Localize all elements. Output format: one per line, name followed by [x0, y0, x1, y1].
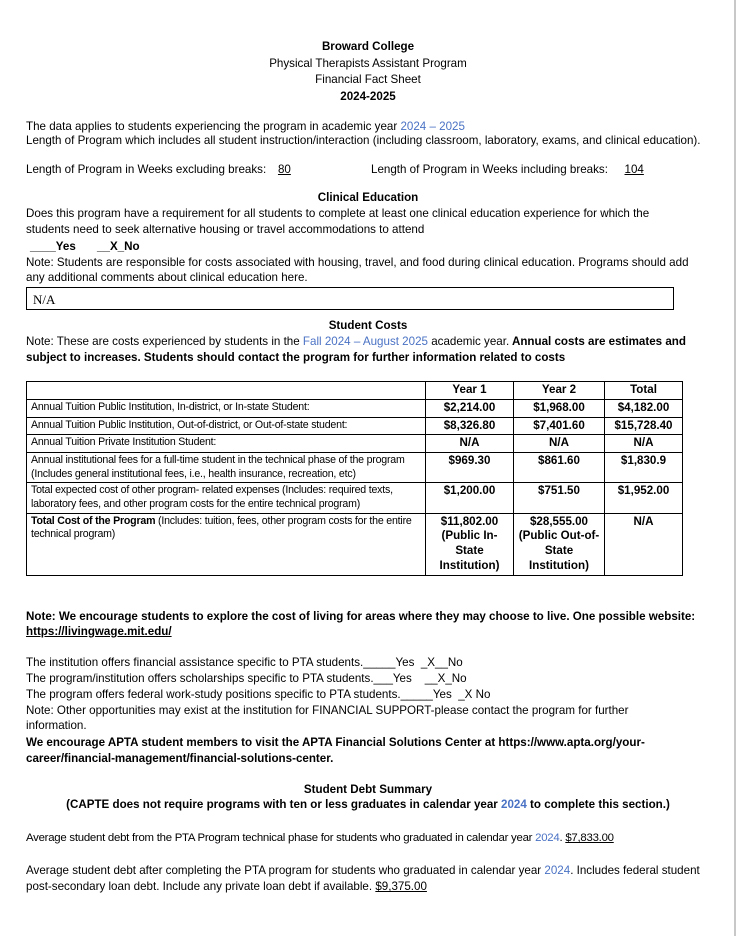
- avg-debt-technical: [26, 831, 614, 846]
- total-cost-year2: $28,555.00 (Public Out-of-State Institution): [514, 513, 605, 575]
- weeks-excluding-label: Length of Program in Weeks excluding breaks:: [26, 163, 267, 176]
- row-year1: $1,200.00: [426, 483, 514, 513]
- avg-debt-after-label: Average student debt after completing the PTA program for students who graduated in calendar year: [26, 864, 545, 877]
- work-study-label: The program offers federal work-study positions specific to PTA students.: [26, 688, 401, 701]
- academic-year: 2024 – 2025: [400, 120, 465, 133]
- scholarships-label: The program/institution offers scholarships specific to PTA students.: [26, 672, 374, 685]
- financial-assistance-no: _X__No: [420, 656, 463, 669]
- financial-assistance-line: [26, 655, 463, 670]
- row-label: Annual Tuition Public Institution, Out-of-district, or Out-of-state student:: [27, 417, 426, 435]
- table-row: [27, 417, 683, 435]
- living-wage-note: Note: We encourage students to explore the cost of living for areas where they may choose to live. One possible website:: [26, 610, 696, 623]
- row-total: $15,728.40: [605, 417, 683, 435]
- avg-debt-technical-label: Average student debt from the PTA Program technical phase for students who graduated in calendar year: [26, 832, 536, 844]
- capte-suffix: to complete this section.): [526, 798, 670, 811]
- row-total: $4,182.00: [605, 399, 683, 417]
- costs-table: [26, 381, 683, 576]
- avg-debt-technical-dot: .: [559, 832, 563, 844]
- clinical-question: Does this program have a requirement for all students to complete at least one clinical education experience for which the students need to seek alternative housing or travel accommodations to attend: [26, 207, 650, 236]
- avg-debt-after-suffix: . Includes federal student post-secondary loan debt. Include any private loan debt if available.: [26, 864, 700, 893]
- data-applies-text: The data applies to students experiencing the program in academic year: [26, 120, 401, 133]
- capte-prefix: (CAPTE does not require programs with ten or less graduates in calendar year: [66, 798, 502, 811]
- costs-note-prefix: Note: These are costs experienced by students in the: [26, 335, 303, 348]
- row-year2: $7,401.60: [514, 417, 605, 435]
- total-cost-row: [27, 513, 683, 575]
- table-row: [27, 453, 683, 483]
- costs-note-term: Fall 2024 – August 2025: [302, 335, 428, 348]
- apta-note: We encourage APTA student members to visit the APTA Financial Solutions Center at https://www.apta.org/your-career/financial-management/financial-solutions-center.: [26, 736, 645, 765]
- weeks-excluding-value: 80: [277, 163, 291, 176]
- row-year2: $751.50: [514, 483, 605, 513]
- college-name: Broward College: [321, 40, 415, 53]
- clinical-note: Note: Students are responsible for costs associated with housing, travel, and food during clinical education. Programs should add any additional comments about clinical education here.: [26, 256, 689, 285]
- total-cost-label-rest: (Includes: tuition, fees, other program costs for the entire technical program): [31, 514, 412, 541]
- clinical-heading: Clinical Education: [317, 191, 419, 204]
- row-total: N/A: [605, 435, 683, 453]
- row-total: $1,952.00: [605, 483, 683, 513]
- work-study-yes: _____Yes: [400, 688, 452, 701]
- weeks-including-label: Length of Program in Weeks including breaks:: [371, 163, 608, 176]
- costs-note-mid: academic year.: [427, 335, 510, 348]
- work-study-line: [26, 687, 490, 702]
- total-cost-year1: $11,802.00 (Public In-State Institution): [426, 513, 514, 575]
- row-label: Annual Tuition Public Institution, In-district, or In-state Student:: [27, 399, 426, 417]
- costs-note-bold: Annual costs are estimates and subject to increases. Students should contact the program for further information related to costs: [26, 335, 686, 364]
- debt-heading: Student Debt Summary: [303, 783, 433, 796]
- weeks-including: [371, 162, 657, 177]
- row-year2: N/A: [514, 435, 605, 453]
- costs-header-year1: Year 1: [426, 382, 514, 400]
- avg-debt-technical-year: 2024: [535, 832, 560, 844]
- clinical-no-mark: X: [109, 240, 118, 253]
- row-label: Annual Tuition Private Institution Student:: [27, 435, 426, 453]
- table-row: [27, 399, 683, 417]
- financial-assistance-yes: _____Yes: [363, 656, 415, 669]
- clinical-yes-label: Yes: [55, 240, 76, 253]
- total-cost-total: N/A: [605, 513, 683, 575]
- scholarships-no: __X_No: [424, 672, 467, 685]
- sheet-title: Financial Fact Sheet: [315, 73, 421, 86]
- scholarships-yes: ___Yes: [373, 672, 412, 685]
- table-row: [27, 435, 683, 453]
- total-cost-label-bold: Total Cost of the Program: [31, 514, 156, 527]
- row-year1: N/A: [426, 435, 514, 453]
- row-total: $1,830.9: [605, 453, 683, 483]
- avg-debt-after: [26, 863, 716, 895]
- program-name: Physical Therapists Assistant Program: [269, 57, 467, 70]
- clinical-answer: ____Yes __X_No: [30, 240, 140, 253]
- row-label: Total expected cost of other program- related expenses (Includes: required texts, laboratory fees, and other program costs for the entire technical program): [27, 483, 426, 513]
- clinical-no-label: No: [124, 240, 140, 253]
- table-row: [27, 483, 683, 513]
- clinical-comment-box: N/A: [26, 287, 674, 310]
- financial-assistance-label: The institution offers financial assistance specific to PTA students.: [26, 656, 364, 669]
- row-year2: $861.60: [514, 453, 605, 483]
- avg-debt-after-value: $9,375.00: [375, 879, 427, 893]
- sheet-year: 2024-2025: [340, 90, 396, 103]
- costs-header-year2: Year 2: [514, 382, 605, 400]
- financial-note: Note: Other opportunities may exist at the institution for FINANCIAL SUPPORT-please contact the program for further information.: [26, 704, 629, 733]
- avg-debt-after-year: 2024: [544, 864, 571, 877]
- student-costs-heading: Student Costs: [328, 319, 408, 332]
- row-label: Annual institutional fees for a full-time student in the technical phase of the program (Includes general institutional fees, i.e., health insurance, recreation, etc): [27, 453, 426, 483]
- weeks-including-value: 104: [624, 163, 644, 176]
- costs-header-row: [27, 382, 683, 400]
- weeks-excluding: [26, 162, 299, 177]
- row-year1: $2,214.00: [426, 399, 514, 417]
- living-wage-link[interactable]: https://livingwage.mit.edu/: [26, 625, 172, 638]
- clinical-yes-blank: ____: [30, 240, 56, 253]
- costs-header-total: Total: [605, 382, 683, 400]
- length-description: Length of Program which includes all student instruction/interaction (including classroom, laboratory, exams, and clinical education).: [26, 134, 701, 147]
- scholarships-line: [26, 671, 467, 686]
- capte-note: [0, 797, 736, 812]
- student-costs-note: [26, 334, 692, 366]
- work-study-no: _X No: [458, 688, 491, 701]
- capte-year: 2024: [501, 798, 527, 811]
- avg-debt-technical-value: $7,833.00: [565, 832, 614, 844]
- row-year2: $1,968.00: [514, 399, 605, 417]
- total-cost-label: [27, 513, 426, 575]
- costs-header-blank: [27, 382, 426, 400]
- data-applies: [26, 119, 706, 134]
- row-year1: $969.30: [426, 453, 514, 483]
- row-year1: $8,326.80: [426, 417, 514, 435]
